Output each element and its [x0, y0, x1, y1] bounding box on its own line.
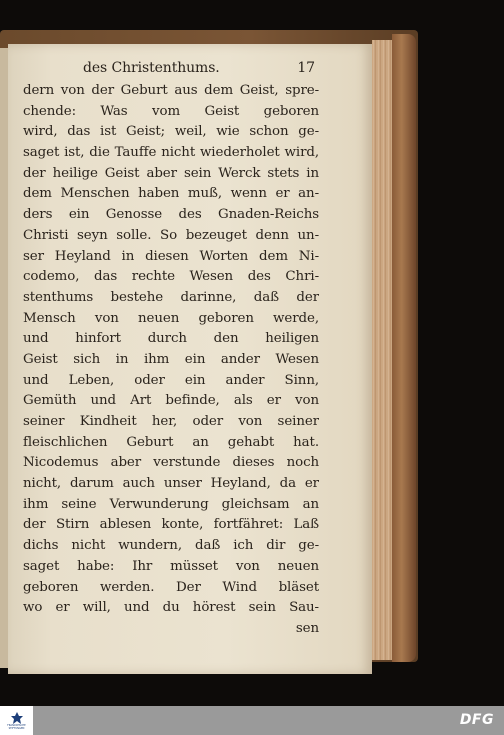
leather-binding	[392, 34, 416, 662]
text-line: und Leben, oder ein ander Sinn,	[23, 372, 319, 388]
text-line: saget habe: Ihr müsset von neuen	[23, 558, 319, 574]
text-line: Mensch von neuen geboren werde,	[23, 310, 319, 326]
text-line: Geist sich in ihm ein ander Wesen	[23, 351, 319, 367]
page-text	[23, 58, 319, 640]
text-line: wo er will, und du hörest sein Sau-	[23, 600, 319, 616]
text-line: Nicodemus aber verstunde dieses noch	[23, 455, 319, 471]
text-line: dem Menschen haben muß, wenn er an-	[23, 186, 319, 202]
text-line: geboren werden. Der Wind bläset	[23, 579, 319, 595]
text-line: sen	[295, 620, 319, 636]
viewer-footer	[0, 706, 504, 735]
text-line: der heilige Geist aber sein Werck stets in	[23, 165, 319, 181]
text-line: wird, das ist Geist; weil, wie schon ge-	[23, 124, 319, 140]
text-line: der Stirn ablesen konte, fortfähret: Laß	[23, 517, 319, 533]
text-line: ser Heyland in diesen Worten dem Ni-	[23, 248, 319, 264]
text-line: ihm seine Verwunderung gleichsam an	[23, 496, 319, 512]
text-line: nicht, darum auch unser Heyland, da er	[23, 476, 319, 492]
dfg-logo[interactable]: DFG	[459, 712, 494, 728]
page-number: 17	[297, 60, 315, 76]
text-line: Christi seyn solle. So bezeuget denn un-	[23, 227, 319, 243]
text-line: codemo, das rechte Wesen des Chri-	[23, 269, 319, 285]
text-line: fleischlichen Geburt an gehabt hat.	[23, 434, 319, 450]
institution-logo[interactable]	[0, 706, 33, 735]
logo-text: FRANCKESCHE STIFTUNGEN	[7, 723, 26, 730]
text-line: chende: Was vom Geist geboren	[23, 103, 319, 119]
text-line: dern von der Geburt aus dem Geist, spre-	[23, 83, 319, 98]
page-header	[23, 58, 319, 78]
text-line: saget ist, die Tauffe nicht wiederholet wird,	[23, 145, 319, 161]
text-line: stenthums bestehe darinne, daß der	[23, 289, 319, 305]
text-line: Gemüth und Art befinde, als er von	[23, 393, 319, 409]
franckesche-stiftungen-logo-icon	[10, 712, 24, 724]
text-line: ders ein Genosse des Gnaden-Reichs	[23, 207, 319, 223]
text-line: dichs nicht wundern, daß ich dir ge-	[23, 538, 319, 554]
text-line: seiner Kindheit her, oder von seiner	[23, 414, 319, 429]
text-lines	[23, 81, 319, 640]
running-head: des Christenthums.	[83, 60, 220, 76]
text-line: und hinfort durch den heiligen	[23, 331, 319, 347]
